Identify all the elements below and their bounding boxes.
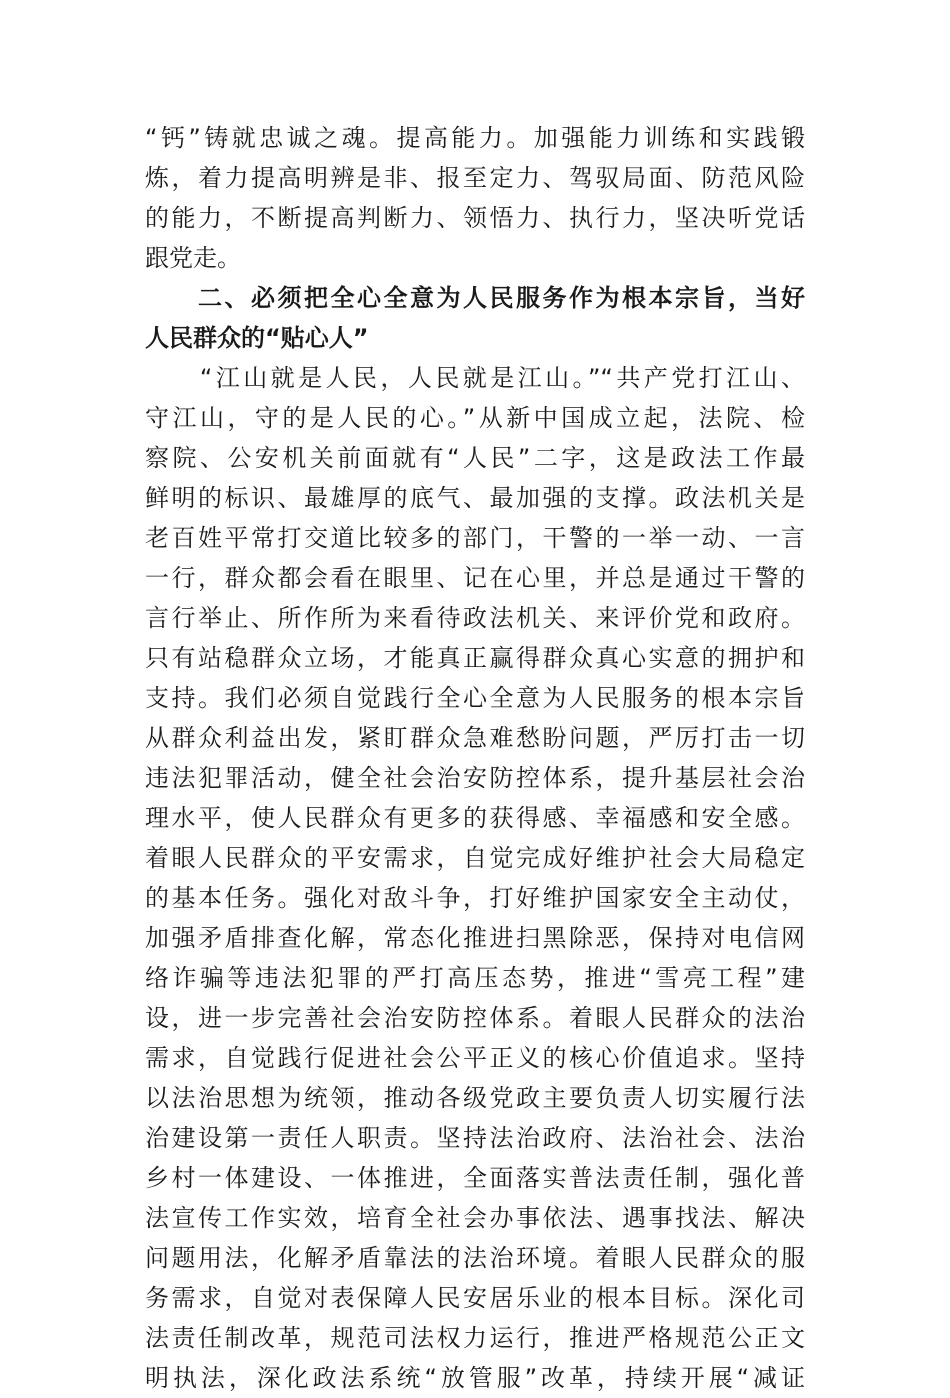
body-text-line: 络诈骗等违法犯罪的严打高压态势，推进“雪亮工程”建 — [145, 964, 805, 992]
body-text-line: 务需求，自觉对表保障人民安居乐业的根本目标。深化司 — [145, 1284, 805, 1312]
body-text-line: 法责任制改革，规范司法权力运行，推进严格规范公正文 — [145, 1324, 805, 1352]
body-text-line: 炼，着力提高明辨是非、报至定力、驾驭局面、防范风险 — [145, 164, 805, 192]
body-text-line: 法宣传工作实效，培育全社会办事依法、遇事找法、解决 — [145, 1204, 805, 1232]
document-body — [145, 118, 805, 1398]
section-heading-line: 二、必须把全心全意为人民服务作为根本宗旨，当好 — [145, 284, 805, 312]
body-text-line: 违法犯罪活动，健全社会治安防控体系，提升基层社会治 — [145, 764, 805, 792]
body-text-line: 乡村一体建设、一体推进，全面落实普法责任制，强化普 — [145, 1164, 805, 1192]
body-text-line: 的能力，不断提高判断力、领悟力、执行力，坚决听党话 — [145, 204, 805, 232]
body-text-line: 一行，群众都会看在眼里、记在心里，并总是通过干警的 — [145, 564, 805, 592]
body-text-line: 跟党走。 — [145, 244, 241, 272]
body-text-line: 需求，自觉践行促进社会公平正义的核心价值追求。坚持 — [145, 1044, 805, 1072]
body-text-line: “江山就是人民，人民就是江山。”“共产党打江山、 — [145, 364, 805, 392]
body-text-line: 只有站稳群众立场，才能真正赢得群众真心实意的拥护和 — [145, 644, 805, 672]
body-text-line: 言行举止、所作所为来看待政法机关、来评价党和政府。 — [145, 604, 805, 632]
body-text-line: 从群众利益出发，紧盯群众急难愁盼问题，严厉打击一切 — [145, 724, 805, 752]
body-text-line: 察院、公安机关前面就有“人民”二字，这是政法工作最 — [145, 444, 805, 472]
body-text-line: 问题用法，化解矛盾靠法的法治环境。着眼人民群众的服 — [145, 1244, 805, 1272]
body-text-line: 鲜明的标识、最雄厚的底气、最加强的支撑。政法机关是 — [145, 484, 805, 512]
body-text-line: 的基本任务。强化对敌斗争，打好维护国家安全主动仗， — [145, 884, 805, 912]
body-text-line: 明执法，深化政法系统“放管服”改革，持续开展“减证 — [145, 1364, 805, 1392]
body-text-line: 守江山，守的是人民的心。”从新中国成立起，法院、检 — [145, 404, 805, 432]
body-text-line: 老百姓平常打交道比较多的部门，干警的一举一动、一言 — [145, 524, 805, 552]
body-text-line: 加强矛盾排查化解，常态化推进扫黑除恶，保持对电信网 — [145, 924, 805, 952]
body-text-line: 治建设第一责任人职责。坚持法治政府、法治社会、法治 — [145, 1124, 805, 1152]
body-text-line: 设，进一步完善社会治安防控体系。着眼人民群众的法治 — [145, 1004, 805, 1032]
body-text-line: 支持。我们必须自觉践行全心全意为人民服务的根本宗旨 — [145, 684, 805, 712]
body-text-line: “钙”铸就忠诚之魂。提高能力。加强能力训练和实践锻 — [145, 124, 805, 152]
body-text-line: 着眼人民群众的平安需求，自觉完成好维护社会大局稳定 — [145, 844, 805, 872]
section-heading-line: 人民群众的“贴心人” — [145, 324, 369, 352]
body-text-line: 理水平，使人民群众有更多的获得感、幸福感和安全感。 — [145, 804, 805, 832]
body-text-line: 以法治思想为统领，推动各级党政主要负责人切实履行法 — [145, 1084, 805, 1112]
